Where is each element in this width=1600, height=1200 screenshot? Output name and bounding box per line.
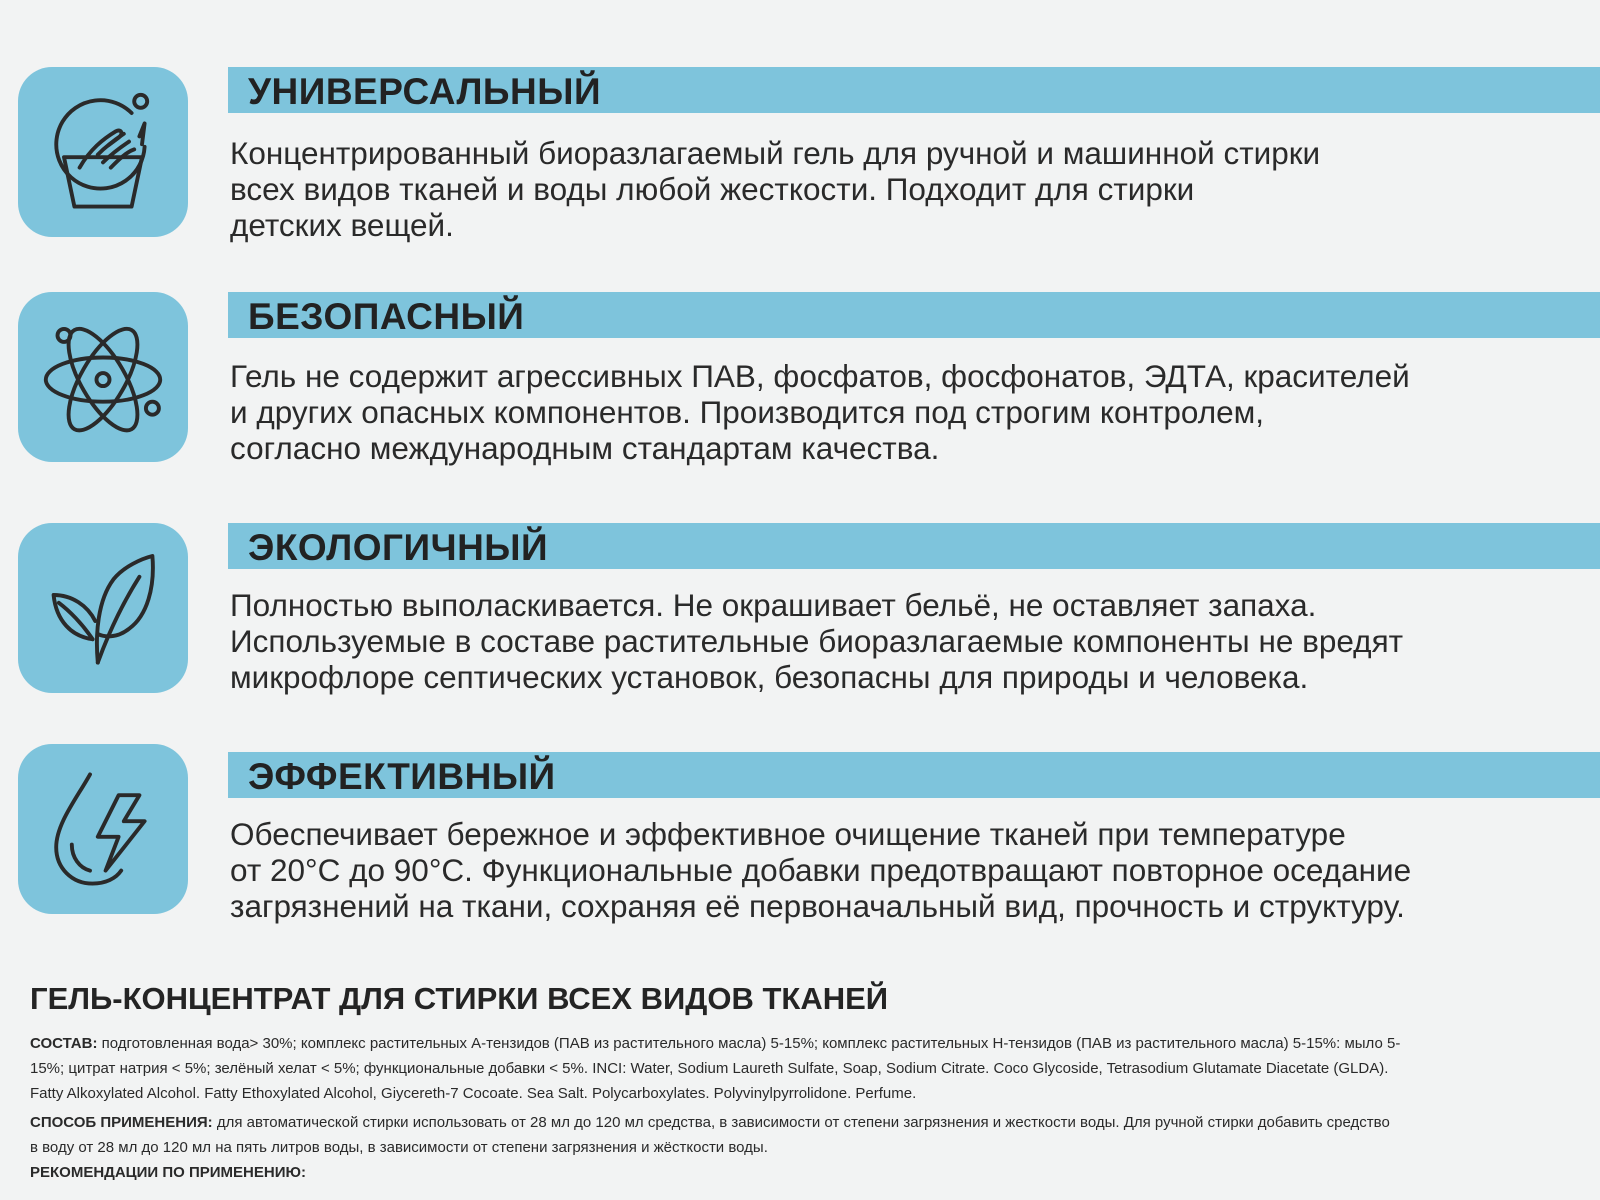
feature-description — [230, 358, 1570, 466]
composition-label: СОСТАВ: — [30, 1035, 98, 1052]
feature-line: Полностью выполаскивается. Не окрашивает бельё, не оставляет запаха. — [230, 587, 1317, 623]
product-title: ГЕЛЬ-КОНЦЕНТРАТ ДЛЯ СТИРКИ ВСЕХ ВИДОВ ТКАНЕЙ — [30, 981, 889, 1016]
feature-line: Используемые в составе растительные биоразлагаемые компоненты не вредят — [230, 623, 1404, 659]
composition-line: 15%; цитрат натрия < 5%; зелёный хелат < 5%; функциональные добавки < 5%. INCI: Water, Sodium Laureth Sulfate, Soap, Sodium Citrate. Coco Glycoside, Tetrasodium Glutamate Diacetate (GLDA). — [30, 1060, 1389, 1077]
feature-line: Концентрированный биоразлагаемый гель для ручной и машинной стирки — [230, 135, 1321, 171]
composition-text: подготовленная вода> 30%; комплекс растительных А-тензидов (ПАВ из растительного масла) 5-15%; комплекс растительных Н-тензидов (ПАВ из растительного масла) 5-15%: мыло 5- — [97, 1035, 1401, 1052]
recommendations-label: РЕКОМЕНДАЦИИ ПО ПРИМЕНЕНИЮ: — [30, 1164, 306, 1181]
feature-line: и других опасных компонентов. Производится под строгим контролем, — [230, 394, 1265, 430]
feature-title-bar — [228, 523, 1600, 569]
composition-line — [30, 1031, 1575, 1056]
feature-title: УНИВЕРСАЛЬНЫЙ — [248, 71, 602, 112]
recommendations-line — [30, 1160, 1575, 1185]
usage-label: СПОСОБ ПРИМЕНЕНИЯ: — [30, 1114, 213, 1131]
feature-line: согласно международным стандартам качества. — [230, 430, 940, 466]
composition-block — [30, 1031, 1575, 1106]
feature-description — [230, 587, 1570, 695]
feature-line: детских вещей. — [230, 207, 454, 243]
feature-line: микрофлоре септических установок, безопасны для природы и человека. — [230, 659, 1309, 695]
feature-line: Обеспечивает бережное и эффективное очищение тканей при температуре — [230, 816, 1346, 852]
feature-description — [230, 135, 1570, 243]
feature-line: всех видов тканей и воды любой жесткости. Подходит для стирки — [230, 171, 1195, 207]
feature-line: загрязнений на ткани, сохраняя её первоначальный вид, прочность и структуру. — [230, 888, 1405, 924]
feature-title-bar — [228, 292, 1600, 338]
hand-wash-basin-icon — [18, 67, 188, 237]
feature-description — [230, 816, 1570, 924]
composition-line: Fatty Alkoxylated Alcohol. Fatty Ethoxylated Alcohol, Giycereth-7 Cocoate. Sea Salt. Polycarboxylates. Polyvinylpyrrolidone. Perfume. — [30, 1085, 917, 1102]
feature-line: Гель не содержит агрессивных ПАВ, фосфатов, фосфонатов, ЭДТА, красителей — [230, 358, 1410, 394]
feature-title: ЭФФЕКТИВНЫЙ — [248, 756, 556, 797]
usage-block — [30, 1110, 1575, 1160]
atom-icon — [18, 292, 188, 462]
recommendations-block — [30, 1160, 1575, 1185]
feature-line: от 20°С до 90°С. Функциональные добавки предотвращают повторное оседание — [230, 852, 1412, 888]
feature-title-bar — [228, 67, 1600, 113]
feature-title: ЭКОЛОГИЧНЫЙ — [248, 527, 549, 568]
feature-title-bar — [228, 752, 1600, 798]
drop-lightning-icon — [18, 744, 188, 914]
feature-title: БЕЗОПАСНЫЙ — [248, 296, 525, 337]
usage-line: в воду от 28 мл до 120 мл на пять литров воды, в зависимости от степени загрязнения и жёсткости воды. — [30, 1139, 768, 1156]
usage-text: для автоматической стирки использовать от 28 мл до 120 мл средства, в зависимости от степени загрязнения и жесткости воды. Для ручной стирки добавить средство — [212, 1114, 1390, 1131]
leaf-icon — [18, 523, 188, 693]
usage-line — [30, 1110, 1575, 1135]
